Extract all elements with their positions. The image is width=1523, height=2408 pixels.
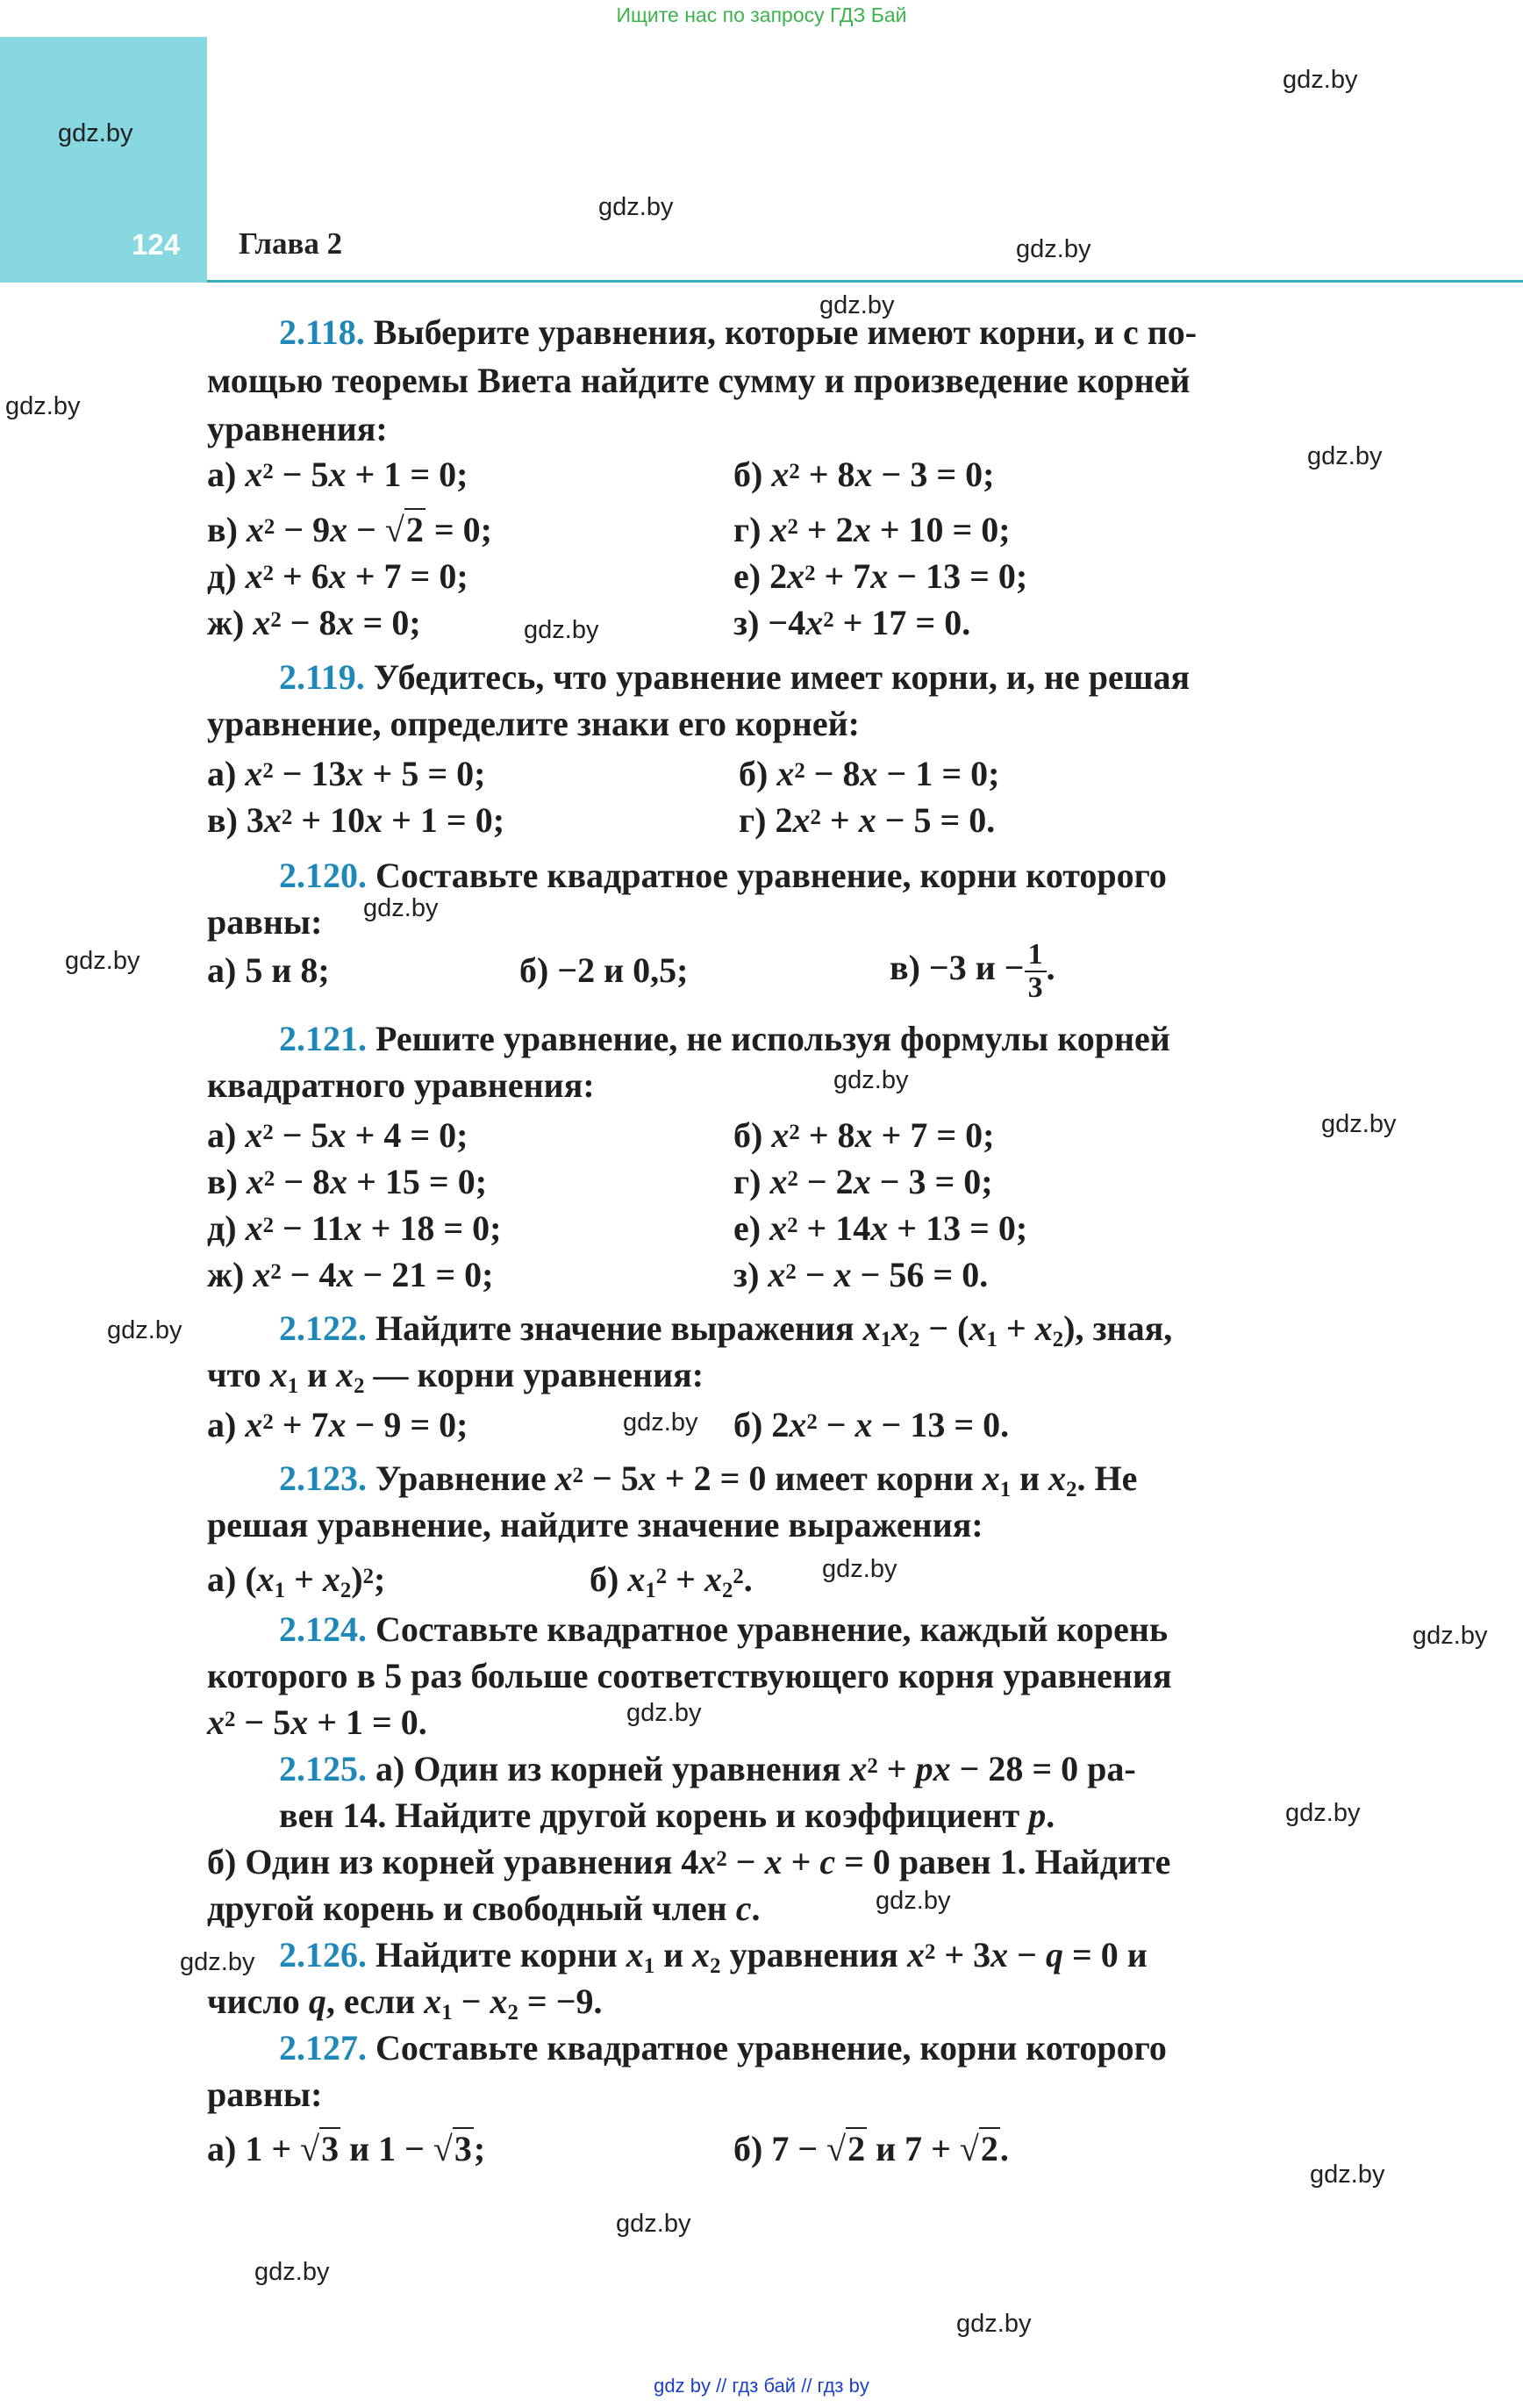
- problem-2-124-line-1: 2.124. Составьте квадратное уравнение, каждый корень: [279, 1609, 1169, 1649]
- problem-2-127-line-1: 2.127. Составьте квадратное уравнение, корни которого: [279, 2028, 1167, 2068]
- problem-2-119-line-2: уравнение, определите знаки его корней:: [207, 704, 860, 743]
- problem-2-123-line-2: решая уравнение, найдите значение выражения:: [207, 1505, 983, 1544]
- watermark: gdz.by: [58, 119, 133, 147]
- problem-2-121-line-2: квадратного уравнения:: [207, 1065, 595, 1105]
- problem-2-118-b: б) $x^2 + 8x - 3 = 0$;: [733, 455, 995, 494]
- problem-2-118-a: а) $x^2 - 5x + 1 = 0$;: [207, 455, 468, 494]
- chapter-title: Глава 2: [239, 226, 343, 261]
- watermark: gdz.by: [819, 291, 895, 319]
- problem-2-121-b: б) $x^2 + 8x + 7 = 0$;: [733, 1115, 995, 1155]
- problem-2-121-line-1: 2.121. Решите уравнение, не используя формулы корней: [279, 1019, 1170, 1058]
- problem-2-125-line-2: вен 14. Найдите другой корень и коэффициент p.: [279, 1795, 1055, 1835]
- problem-2-125-line-3: б) Один из корней уравнения $4x^2 - x + c = 0$ равен 1. Найдите: [207, 1842, 1171, 1881]
- problem-2-120-a: а) 5 и 8;: [207, 950, 330, 990]
- watermark: gdz.by: [524, 616, 599, 644]
- problem-2-121-v: в) $x^2 - 8x + 15 = 0$;: [207, 1162, 488, 1201]
- watermark: gdz.by: [1310, 2161, 1385, 2189]
- watermark: gdz.by: [822, 1555, 897, 1583]
- problem-2-120-line-1: 2.120. Составьте квадратное уравнение, корни которого: [279, 856, 1167, 895]
- problem-2-119-line-1: 2.119. Убедитесь, что уравнение имеет корни, и, не решая: [279, 657, 1191, 697]
- problem-2-125-line-1: 2.125. а) Один из корней уравнения $x^2$ + px − 28 = 0 ра-: [279, 1749, 1136, 1788]
- problem-2-119-g: г) $2x^2 + x - 5 = 0$.: [739, 800, 996, 840]
- header-rule: [207, 280, 1523, 283]
- problem-2-118-line-3: уравнения:: [207, 409, 388, 448]
- problem-2-123-a: а) $(x_1 + x_2)^2$;: [207, 1559, 386, 1603]
- problem-2-126-line-2: число q, если $x_1 - x_2 = -9$.: [207, 1982, 603, 2025]
- problem-2-120-line-2: равны:: [207, 902, 323, 942]
- problem-2-118-e: е) $2x^2 + 7x - 13 = 0$;: [733, 556, 1028, 596]
- watermark: gdz.by: [598, 193, 674, 221]
- top-banner[interactable]: Ищите нас по запросу ГДЗ Бай: [616, 4, 907, 26]
- problem-2-118-zh: ж) $x^2 - 8x = 0$;: [207, 603, 421, 642]
- footer-links[interactable]: gdz by // гдз бай // гдз by: [654, 2375, 869, 2397]
- problem-2-122-line-1: 2.122. Найдите значение выражения $x_1x_2 - (x_1 + x_2)$, зная,: [279, 1308, 1173, 1352]
- watermark: gdz.by: [5, 392, 81, 420]
- watermark: gdz.by: [616, 2210, 691, 2238]
- watermark: gdz.by: [1016, 235, 1091, 263]
- watermark: gdz.by: [1285, 1799, 1361, 1827]
- problem-2-121-g: г) $x^2 - 2x - 3 = 0$;: [733, 1162, 993, 1201]
- watermark: gdz.by: [626, 1699, 702, 1727]
- problem-2-121-zh: ж) $x^2 - 4x - 21 = 0$;: [207, 1255, 494, 1294]
- problem-2-121-a: а) $x^2 - 5x + 4 = 0$;: [207, 1115, 468, 1155]
- watermark: gdz.by: [180, 1948, 255, 1976]
- problem-2-119-v: в) $3x^2 + 10x + 1 = 0$;: [207, 800, 505, 840]
- problem-2-118-line-2: мощью теоремы Виета найдите сумму и произведение корней: [207, 361, 1191, 400]
- problem-2-124-line-3: $x^2 - 5x + 1 = 0$.: [207, 1702, 427, 1742]
- problem-2-127-b: б) 7 − √2 и 7 + √2.: [733, 2129, 1009, 2168]
- problem-2-122-line-2: что $x_1$ и $x_2$ — корни уравнения:: [207, 1355, 704, 1399]
- watermark: gdz.by: [1412, 1622, 1488, 1650]
- watermark: gdz.by: [956, 2310, 1032, 2338]
- problem-2-121-z: з) $x^2 - x - 56 = 0$.: [733, 1255, 989, 1294]
- problem-2-122-a: а) $x^2 + 7x - 9 = 0$;: [207, 1405, 468, 1444]
- watermark: gdz.by: [876, 1887, 951, 1915]
- problem-2-123-b: б) $x_1^2 + x_2^2$.: [590, 1559, 753, 1603]
- problem-2-125-line-4: другой корень и свободный член c.: [207, 1888, 761, 1928]
- watermark: gdz.by: [623, 1408, 698, 1437]
- problem-2-127-a: а) 1 + √3 и 1 − √3;: [207, 2129, 486, 2168]
- problem-2-119-a: а) $x^2 - 13x + 5 = 0$;: [207, 754, 486, 793]
- watermark: gdz.by: [1321, 1110, 1397, 1138]
- watermark: gdz.by: [65, 947, 140, 975]
- watermark: gdz.by: [1283, 66, 1358, 94]
- problem-2-119-b: б) $x^2 - 8x - 1 = 0$;: [739, 754, 1000, 793]
- problem-2-120-b: б) −2 и 0,5;: [519, 950, 689, 990]
- problem-2-121-d: д) $x^2 - 11x + 18 = 0$;: [207, 1208, 502, 1248]
- problem-2-127-line-2: равны:: [207, 2075, 323, 2114]
- problem-2-120-v: в) −3 и − $\frac{1}{3}$ .: [890, 938, 1055, 1004]
- problem-2-118-d: д) $x^2 + 6x + 7 = 0$;: [207, 556, 468, 596]
- watermark: gdz.by: [833, 1066, 909, 1094]
- watermark: gdz.by: [107, 1316, 182, 1344]
- watermark: gdz.by: [1307, 442, 1383, 470]
- problem-2-123-line-1: 2.123. Уравнение $x^2 - 5x + 2 = 0$ имеет корни $x_1$ и $x_2$. Не: [279, 1458, 1138, 1502]
- problem-2-124-line-2: которого в 5 раз больше соответствующего корня уравнения: [207, 1656, 1172, 1695]
- watermark: gdz.by: [254, 2258, 330, 2286]
- problem-2-122-b: б) $2x^2 - x - 13 = 0$.: [733, 1405, 1010, 1444]
- problem-2-118-line-1: 2.118. Выберите уравнения, которые имеют корни, и с по-: [279, 312, 1198, 352]
- problem-2-121-e: е) $x^2 + 14x + 13 = 0$;: [733, 1208, 1028, 1248]
- problem-2-126-line-1: 2.126. Найдите корни $x_1$ и $x_2$ уравнения $x^2 + 3x - q = 0$ и: [279, 1935, 1148, 1979]
- page-number: 124: [132, 228, 181, 261]
- problem-2-118-v: в) $x^2 - 9x - √2 = 0$;: [207, 510, 492, 549]
- watermark: gdz.by: [363, 894, 439, 922]
- problem-2-118-g: г) $x^2 + 2x + 10 = 0$;: [733, 510, 1011, 549]
- problem-2-118-z: $з) -4x^2 + 17 = 0$.: [733, 603, 971, 642]
